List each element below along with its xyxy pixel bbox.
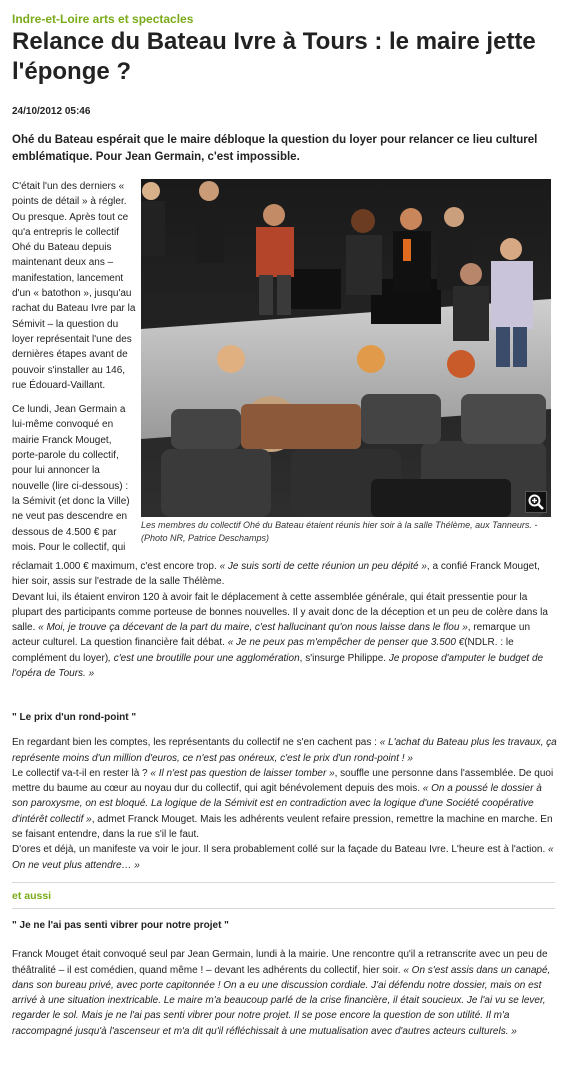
text-span: Le collectif va-t-il en rester là ? xyxy=(12,767,151,779)
text-span: , a confié Franck Mouget, hier soir, assis sur l'estrade de la salle Thélème. xyxy=(12,561,540,588)
text-span: , souffle une personne dans l'assemblée. De quoi mettre du baume au cœur au noyau dur du collectif, qui agit bénévolement depuis des mois. xyxy=(12,767,554,795)
subheading-1: " Le prix d'un rond-point " xyxy=(12,712,137,723)
paragraph-7 xyxy=(12,947,557,1039)
rubric-label[interactable]: Indre-et-Loire arts et spectacles xyxy=(12,12,194,26)
section-prix-rond-point xyxy=(12,710,557,873)
text-span: réclamait 1.000 € maximum, c'est encore trop. xyxy=(12,561,220,572)
quote-span: « Moi, je trouve ça décevant de la part du maire, c'est hallucinant qu'on nous laisse dans le flou » xyxy=(38,622,468,634)
quote-span: , c'est une broutille pour une agglomération xyxy=(108,652,300,664)
text-span: , s'insurge Philippe. xyxy=(299,652,389,664)
quote-span: « L'achat du Bateau plus les travaux, ça représente moins d'un million d'euros, ce n'est pas onéreux, c'est le prix d'un rond-point ! » xyxy=(12,737,557,764)
article-lead: Ohé du Bateau espérait que le maire débloque la question du loyer pour relancer ce lieu culturel emblématique. Pour Jean Germain, c'est impossible. xyxy=(12,134,538,163)
caption-credit: (Photo NR, Patrice Deschamps) xyxy=(141,532,270,543)
text-span: Devant lui, ils étaient environ 120 à avoir fait le déplacement à cette assemblée générale, qui était pressentie pour la plupart des participants comme porteuse de bonnes nouvelles. Il y avait donc de la déception et un peu de colère dans la salle. xyxy=(12,591,548,634)
left-column xyxy=(12,179,137,564)
article-date: 24/10/2012 05:46 xyxy=(12,106,91,117)
caption-text: Les membres du collectif Ohé du Bateau étaient réunis hier soir à la salle Thélème, aux Tanneurs. - xyxy=(141,520,538,530)
quote-span: « On s'est assis dans un canapé, dans son bureau privé, avec porte capitonnée ! On a eu une discussion cordiale. J'ai défendu notre dossier, mais on est arrivé à une situation inextricable. Le maire m'a beaucoup parlé de la crise financière, il était soucieux. Je l'ai vu se lever, regarder le sol. Mais je ne l'ai pas senti vibrer pour notre projet. Il se pose encore la question de son utilité. Il m'a raccompagné jusqu'à l'ascenseur et m'a dit qu'il réfléchissait à une mutualisation avec d'autres acteurs culturels. » xyxy=(12,964,551,1037)
main-text xyxy=(12,559,557,681)
quote-span: « On a poussé le dossier à son paroxysme, on est bloqué. La logique de la Sémivit est en contradiction avec la logique d'une Société coopérative d'intérêt collectif » xyxy=(12,783,542,825)
paragraph-5 xyxy=(12,766,557,842)
paragraph-2: Ce lundi, Jean Germain a lui-même convoqué en mairie Franck Mouget, porte-parole du collectif, pour lui annoncer la nouvelle (lire ci-dessous) : la Sémivit (et donc la Ville) ne veut pas descendre en dessous de 4.500 € par mois. Pour le collectif, qui xyxy=(12,404,130,553)
text-span: Franck Mouget était convoqué seul par Jean Germain, lundi à la mairie. Une rencontre qu'il a retranscrite avec un peu de théâtralité – il est comédien, quand même ! – devant les adhérents du collectif, hier soir. xyxy=(12,949,548,976)
article-photo[interactable] xyxy=(141,179,551,517)
photo-caption xyxy=(141,519,551,544)
paragraph-6 xyxy=(12,842,557,873)
quote-span: « Je ne peux pas m'empêcher de penser que 3.500 € xyxy=(227,637,465,649)
et-aussi-label: et aussi xyxy=(12,890,52,902)
paragraph-2-continued xyxy=(12,559,557,590)
paragraph-1: C'était l'un des derniers « points de détail » à régler. Ou presque. Après tout ce qu'a entrepris le collectif Ohé du Bateau depuis maintenant deux ans – manifestation, lancement d'un « batothon », jusqu'au rachat du Bateau Ivre par la Sémivit – la question du loyer représentait l'une des dernières étapes avant de pouvoir s'installer au 146, rue Édouard-Vaillant. xyxy=(12,181,136,391)
quote-span: « On ne veut plus attendre… » xyxy=(12,844,554,871)
photo-illustration xyxy=(141,179,551,517)
article-title: Relance du Bateau Ivre à Tours : le maire jette l'éponge ? xyxy=(12,28,536,85)
subheading-2: " Je ne l'ai pas senti vibrer pour notre projet " xyxy=(12,920,229,931)
quote-span: Je propose d'amputer le budget de l'opéra de Tours. » xyxy=(12,652,544,680)
magnifier-icon xyxy=(526,492,546,512)
divider xyxy=(12,882,555,883)
text-span: , admet Franck Mouget. Mais les adhérents veulent refaire pression, remettre la machine en marche. En se faisant entendre, dans la rue s'il le faut. xyxy=(12,813,553,841)
section-et-aussi xyxy=(12,918,557,1039)
text-span: D'ores et déjà, un manifeste va voir le jour. Il sera probablement collé sur la façade du Bateau Ivre. L'heure est à l'action. xyxy=(12,844,549,856)
text-span: En regardant bien les comptes, les représentants du collectif ne s'en cachent pas : xyxy=(12,737,380,749)
divider xyxy=(12,908,555,909)
quote-span: « Il n'est pas question de laisser tomber » xyxy=(150,767,335,779)
zoom-button[interactable] xyxy=(525,491,547,513)
text-span: (NDLR. : le complément du loyer) xyxy=(12,637,514,664)
paragraph-3 xyxy=(12,590,557,682)
text-span: , remarque un acteur culturel. La question financière fait débat. xyxy=(12,622,531,649)
quote-span: « Je suis sorti de cette réunion un peu dépité » xyxy=(219,561,427,572)
paragraph-4 xyxy=(12,735,557,766)
